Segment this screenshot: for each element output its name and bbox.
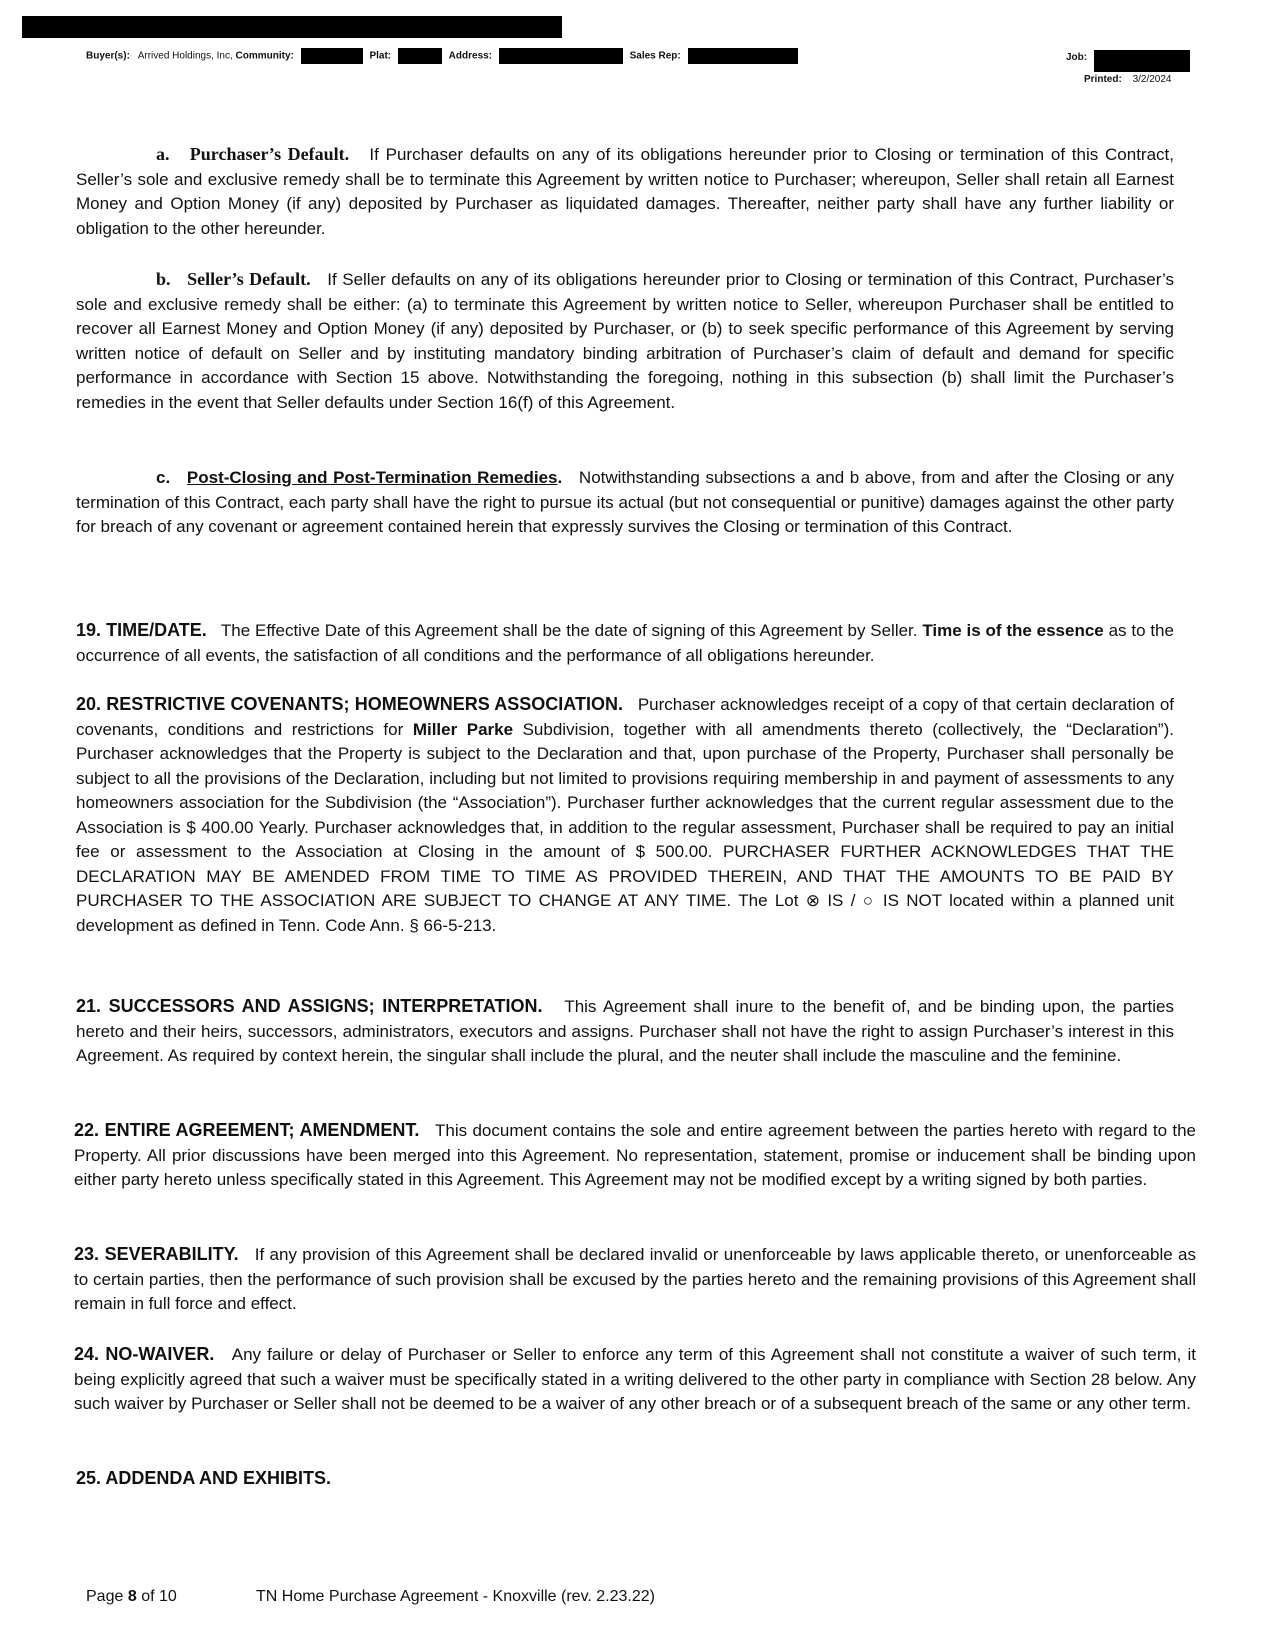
section-19 [76,618,1174,668]
section-24-text: Any failure or delay of Purchaser or Seller to enforce any term of this Agreement shall not constitute a waiver of such term, it being explicitly agreed that such a waiver must be specifically stated in a writing delivered to the other party in compliance with Section 28 below. Any such waiver by Purchaser or Seller shall not be deemed to be a waiver of any other breach or of a subsequent breach of the same or any other term. [74,1345,1196,1413]
job-label: Job: [1066,52,1088,63]
section-21-title: 21. SUCCESSORS AND ASSIGNS; INTERPRETATION. [76,996,543,1016]
section-19-text1: The Effective Date of this Agreement shall be the date of signing of this Agreement by Seller. [220,621,918,640]
section-18a [76,142,1174,241]
section-20-title: 20. RESTRICTIVE COVENANTS; HOMEOWNERS ASSOCIATION. [76,694,623,714]
section-20-text3: located within a planned unit development as defined in Tenn. Code Ann. § 66-5-213. [76,891,1175,935]
section-21-text: This Agreement shall inure to the benefit of, and be binding upon, the parties hereto and their heirs, successors, administrators, executors and assigns. Purchaser shall not have the right to assign Purchaser’s interest in this Agreement. As required by context herein, the singular shall include the plural, and the neuter shall include the masculine and the feminine. [76,997,1174,1065]
section-20-text2: Subdivision, together with all amendments thereto (collectively, the “Declaration”). Purchaser acknowledges that the Property is subject to the Declaration and that, upon purchase of the Property, Purchaser shall personally be subject to all the provisions of the Declaration, including but not limited to provisions requiring membership in and payment of assessments to any homeowners association for the Subdivision (the “Association”). Purchaser further acknowledges that the current regular assessment due to the Association is $ 400.00 Yearly. Purchaser acknowledges that, in addition to the regular assessment, Purchaser shall be required to pay an initial fee or assessment to the Association at Closing in the amount of $ 500.00. PURCHASER FURTHER ACKNOWLEDGES THAT THE DECLARATION MAY BE AMENDED FROM TIME TO TIME AS PROVIDED THEREIN, AND THAT THE AMOUNTS TO BE PAID BY PURCHASER TO THE ASSOCIATION ARE SUBJECT TO CHANGE AT ANY TIME. The Lot [76,719,1174,910]
section-23-text: If any provision of this Agreement shall be declared invalid or unenforceable by laws applicable thereto, or unenforceable as to certain parties, then the performance of such provision shall be excused by the parties hereto and the remaining provisions of this Agreement shall remain in full force and effect. [74,1245,1196,1313]
section-24 [74,1342,1196,1417]
subdivision-name: Miller Parke [412,719,514,739]
section-18c: c. Post-Closing and Post-Termination Remedies. Notwithstanding subsections a and b above, from and after the Closing or any termination of this Contract, each party shall have the right to pursue its actual (but not consequential or punitive) damages against the other party for breach of any covenant or agreement contained herein that expressly survives the Closing or termination of this Contract. [76,468,1174,536]
sales-rep-label: Sales Rep: [629,50,681,62]
redacted-sales-rep [688,48,798,64]
redacted-community [301,48,363,64]
redacted-address [499,48,623,64]
redacted-job [1094,50,1190,72]
option-is-label: IS / [827,891,856,910]
page-of: of 10 [141,1588,177,1605]
section-25-title: 25. ADDENDA AND EXHIBITS. [76,1468,332,1488]
section-20 [76,692,1174,938]
section-18b-title: Seller’s Default. [187,269,311,289]
printed-value: 3/2/2024 [1132,74,1172,85]
section-20-text1: Purchaser acknowledges receipt of a copy of that certain declaration of covenants, conditions and restrictions for [76,695,1175,739]
printed-label: Printed: [1084,74,1122,85]
section-21 [76,994,1174,1069]
section-19-bold: Time is of the essence [922,621,1104,640]
address-label: Address: [448,50,493,62]
section-24-title: 24. NO-WAIVER. [74,1344,215,1364]
section-18b [76,267,1174,415]
section-18a-title: Purchaser’s Default. [189,144,350,164]
page-num: 8 [127,1588,137,1605]
community-label: Community: [235,50,294,62]
section-22-title: 22. ENTIRE AGREEMENT; AMENDMENT. [74,1120,420,1140]
document-title-footer: TN Home Purchase Agreement - Knoxville (rev. 2.23.22) [256,1588,655,1605]
section-18c-title: Post-Closing and Post-Termination Remedies [186,468,558,487]
redacted-plat [398,48,442,64]
page-prefix: Page [86,1588,124,1605]
section-18b-label: b. [156,269,171,289]
section-22-text: This document contains the sole and entire agreement between the parties hereto with regard to the Property. All prior discussions have been merged into this Agreement. No representation, statement, promise or inducement shall be binding upon either party hereto unless specifically stated in this Agreement. This Agreement may not be modified except by a writing signed by both parties. [74,1121,1196,1189]
section-18a-text: If Purchaser defaults on any of its obligations hereunder prior to Closing or termination of this Contract, Seller’s sole and exclusive remedy shall be to terminate this Agreement by written notice to Purchaser; whereupon, Seller shall retain all Earnest Money and Option Money (if any) deposited by Purchaser as liquidated damages. Thereafter, neither party shall have any further liability or obligation to the other hereunder. [76,145,1174,238]
checked-radio-icon[interactable]: ⊗ [805,891,821,910]
unchecked-radio-icon[interactable]: ○ [862,891,876,910]
buyer-label: Buyer(s): [86,50,130,62]
section-18a-label: a. [156,144,170,164]
section-25 [76,1466,1174,1492]
section-19-title: 19. TIME/DATE. [76,620,207,640]
section-18c-text: Notwithstanding subsections a and b above, from and after the Closing or any termination of this Contract, each party shall have the right to pursue its actual (but not consequential or punitive) damages against the other party for breach of any covenant or agreement contained herein that expressly survives the Closing or termination of this Contract. [76,468,1174,536]
section-18c-label: c. [156,468,171,487]
option-is-not-label: IS NOT [882,891,942,910]
redacted-header-title [22,16,562,38]
plat-label: Plat: [369,50,392,62]
header-info-line [86,48,802,64]
section-19-text2: as to the occurrence of all events, the satisfaction of all conditions and the performance of all obligations hereunder. [76,621,1174,665]
section-18b-text: If Seller defaults on any of its obligations hereunder prior to Closing or termination of this Contract, Purchaser’s sole and exclusive remedy shall be either: (a) to terminate this Agreement by written notice to Seller, whereupon Purchaser shall be entitled to recover all Earnest Money and Option Money (if any) deposited by Purchaser, or (b) to seek specific performance of this Agreement by serving written notice of default on Seller and by instituting mandatory binding arbitration of Purchaser’s claim of default and demand for specific performance in accordance with Section 15 above. Notwithstanding the foregoing, nothing in this subsection (b) shall limit the Purchaser’s remedies in the event that Seller defaults under Section 16(f) of this Agreement. [76,270,1175,412]
printed-date [1084,74,1172,85]
section-23-title: 23. SEVERABILITY. [74,1244,239,1264]
section-22 [74,1118,1196,1193]
buyer-value: Arrived Holdings, Inc, [137,50,233,62]
page-number [86,1588,177,1606]
section-23 [74,1242,1196,1317]
